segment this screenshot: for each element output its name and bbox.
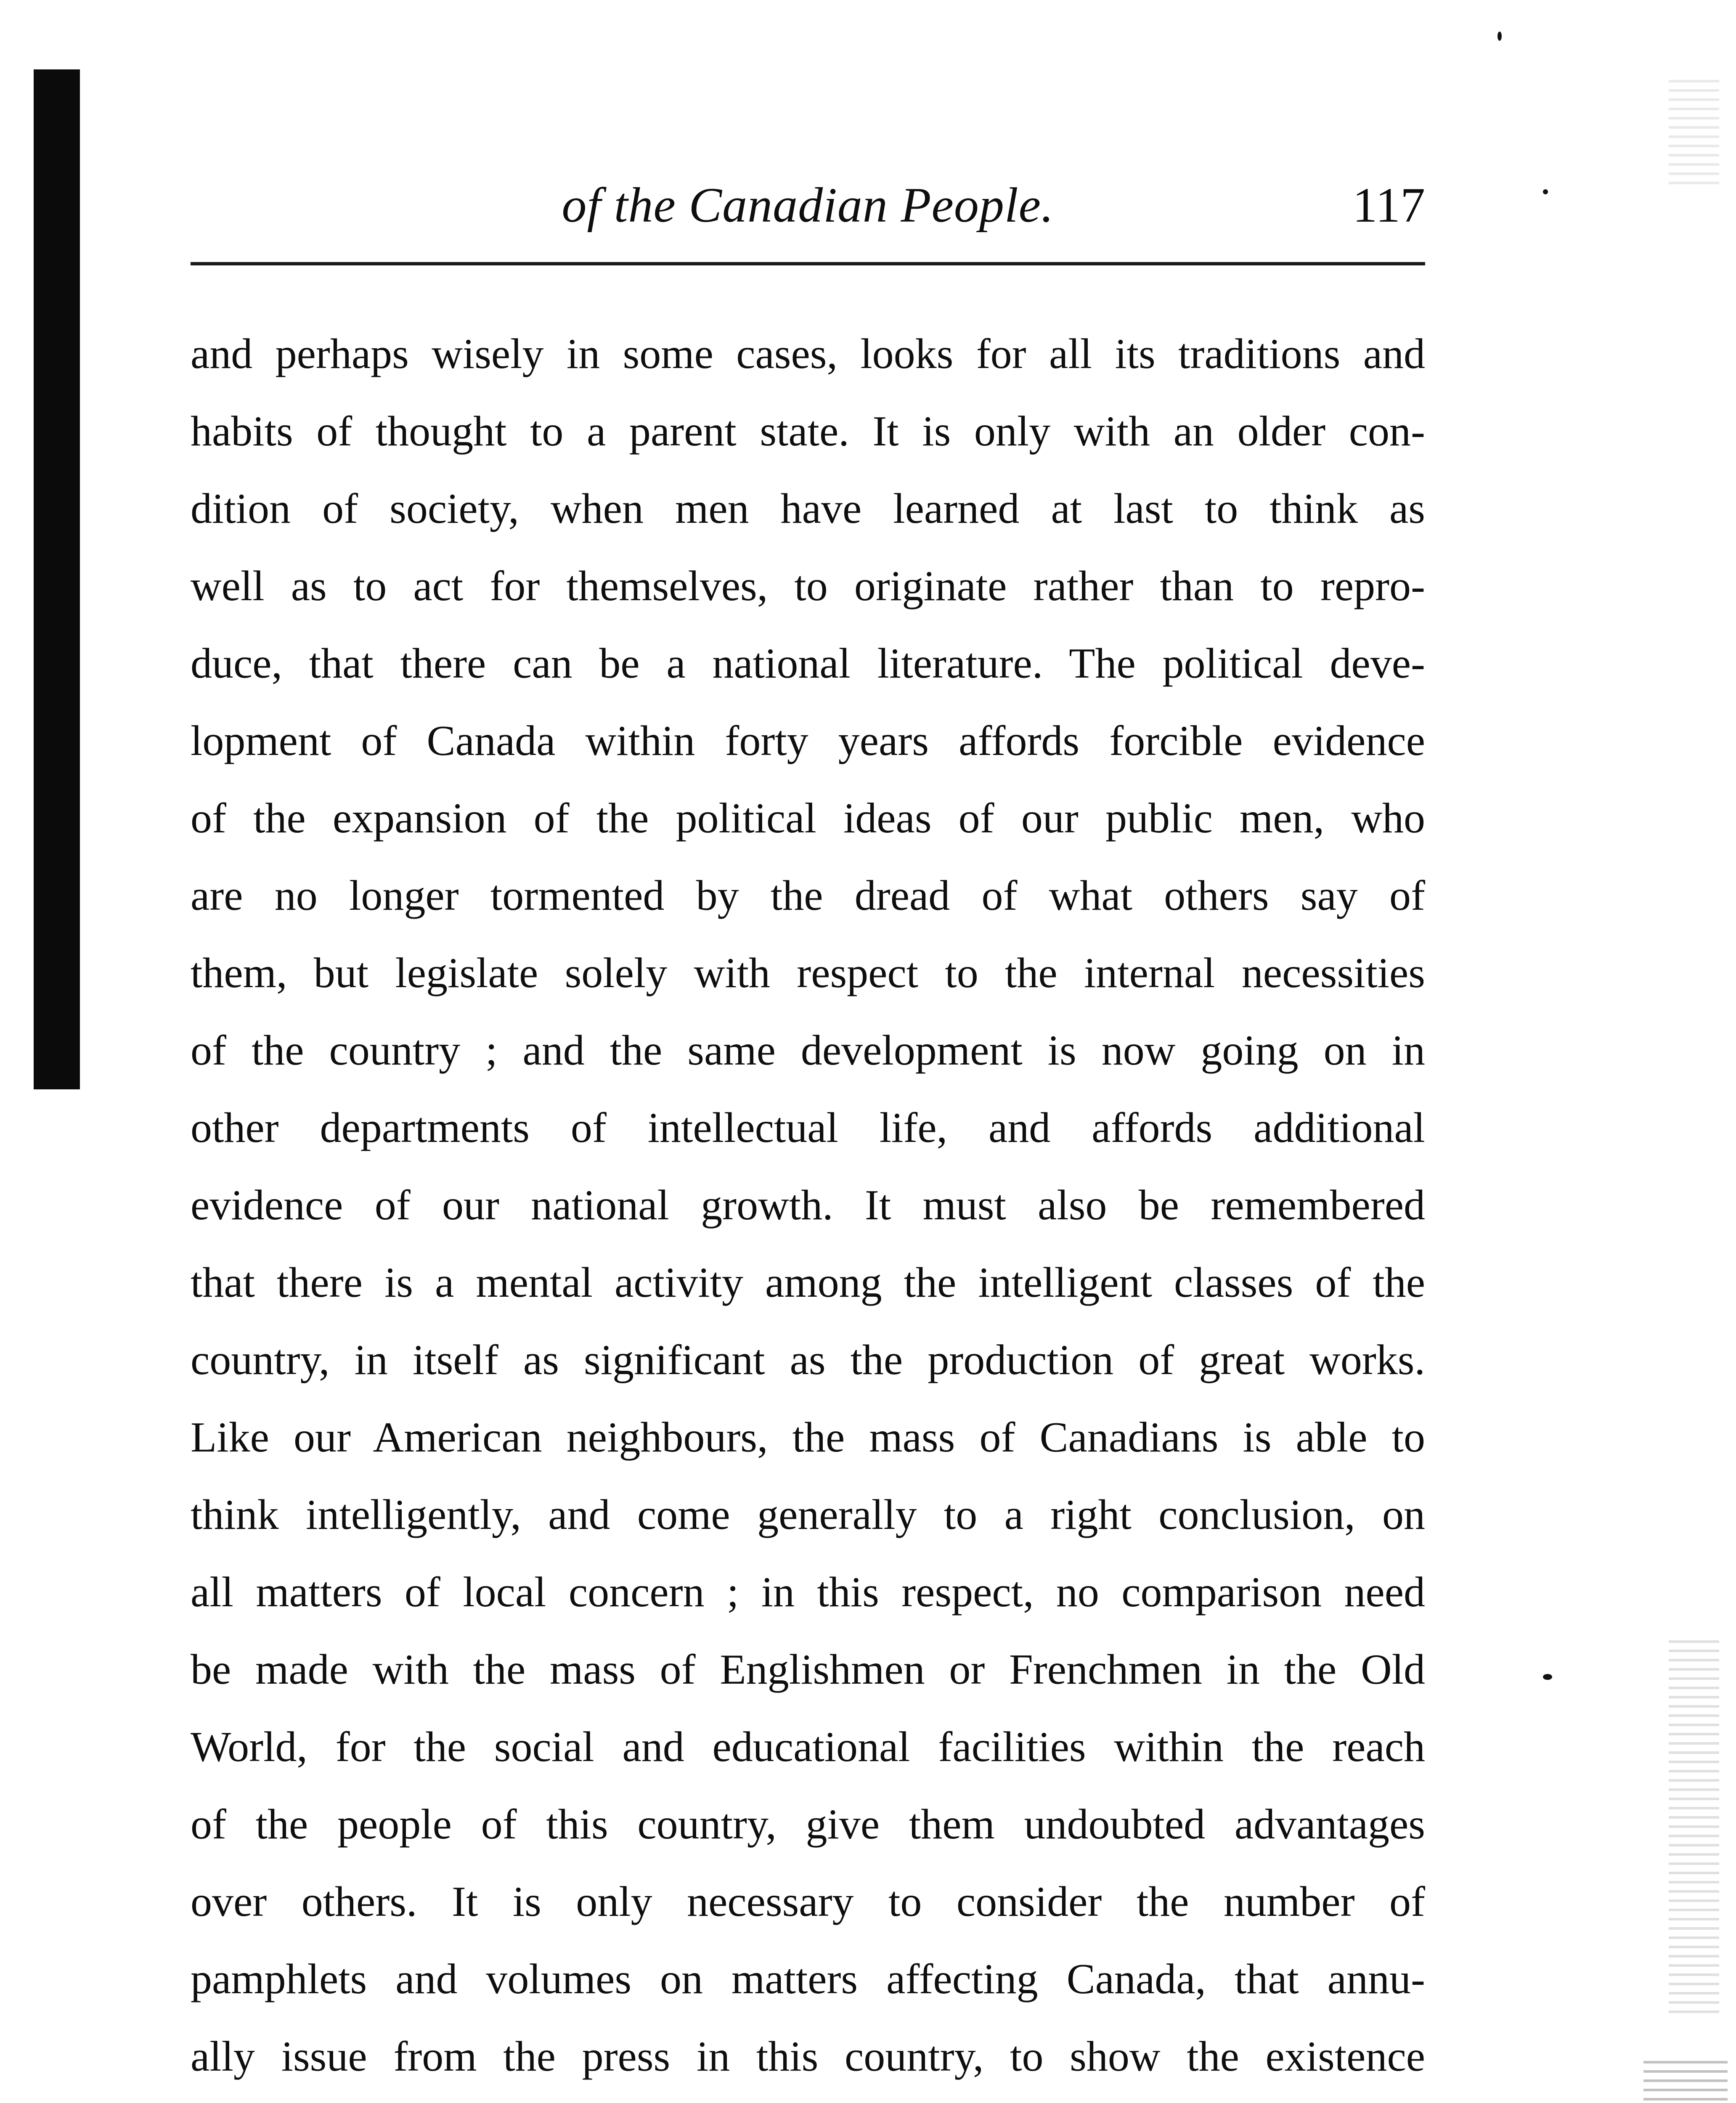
text-line: habits of thought to a parent state. It is only with an older con- — [191, 408, 1425, 455]
text-line: that there is a mental activity among the intelligent classes of the — [191, 1259, 1425, 1306]
text-line: think intelligently, and come generally to a right conclusion, on — [191, 1491, 1425, 1539]
text-line: duce, that there can be a national literature. The political deve- — [191, 640, 1425, 687]
text-line: well as to act for themselves, to originate rather than to repro- — [191, 562, 1425, 610]
text-line: country, in itself as significant as the production of great works. — [191, 1336, 1425, 1384]
scan-speck — [1497, 32, 1502, 41]
text-line: over others. It is only necessary to consider the number of — [191, 1878, 1425, 1926]
text-line: be made with the mass of Englishmen or Frenchmen in the Old — [191, 1646, 1425, 1693]
text-line: lopment of Canada within forty years affords forcible evidence — [191, 717, 1425, 765]
text-line: other departments of intellectual life, and affords additional — [191, 1104, 1425, 1152]
text-line — [191, 2095, 1425, 2103]
scan-speck — [1543, 1674, 1552, 1680]
binding-shadow-strip — [34, 69, 80, 1089]
text-line: Like our American neighbours, the mass of Canadians is able to — [191, 1414, 1425, 1461]
text-line: all matters of local concern ; in this respect, no comparison need — [191, 1568, 1425, 1616]
text-line: pamphlets and volumes on matters affecting Canada, that annu- — [191, 1955, 1425, 2003]
running-head — [191, 172, 1425, 236]
text-line: evidence of our national growth. It must also be remembered — [191, 1181, 1425, 1229]
running-title: of the Canadian People. — [562, 177, 1054, 233]
text-line: of the country ; and the same development is now going on in — [191, 1027, 1425, 1074]
text-line: ally issue from the press in this country, to show the existence — [191, 2033, 1425, 2080]
body-text — [191, 315, 1425, 2103]
header-rule — [191, 262, 1425, 265]
text-line: of the expansion of the political ideas of our public men, who — [191, 795, 1425, 842]
scan-edge-noise-top — [1669, 80, 1719, 189]
scan-speck — [1543, 189, 1548, 194]
text-line: them, but legislate solely with respect to the internal necessities — [191, 949, 1425, 997]
text-line: are no longer tormented by the dread of what others say of — [191, 872, 1425, 919]
page-number: 117 — [1352, 177, 1425, 233]
scan-edge-noise-middle — [1669, 1640, 1719, 2019]
scan-edge-noise-bottom — [1643, 2061, 1728, 2103]
text-line: World, for the social and educational facilities within the reach — [191, 1723, 1425, 1771]
text-line: dition of society, when men have learned at last to think as — [191, 485, 1425, 532]
text-line: and perhaps wisely in some cases, looks for all its traditions and — [191, 330, 1425, 378]
text-line: of the people of this country, give them undoubted advantages — [191, 1801, 1425, 1848]
